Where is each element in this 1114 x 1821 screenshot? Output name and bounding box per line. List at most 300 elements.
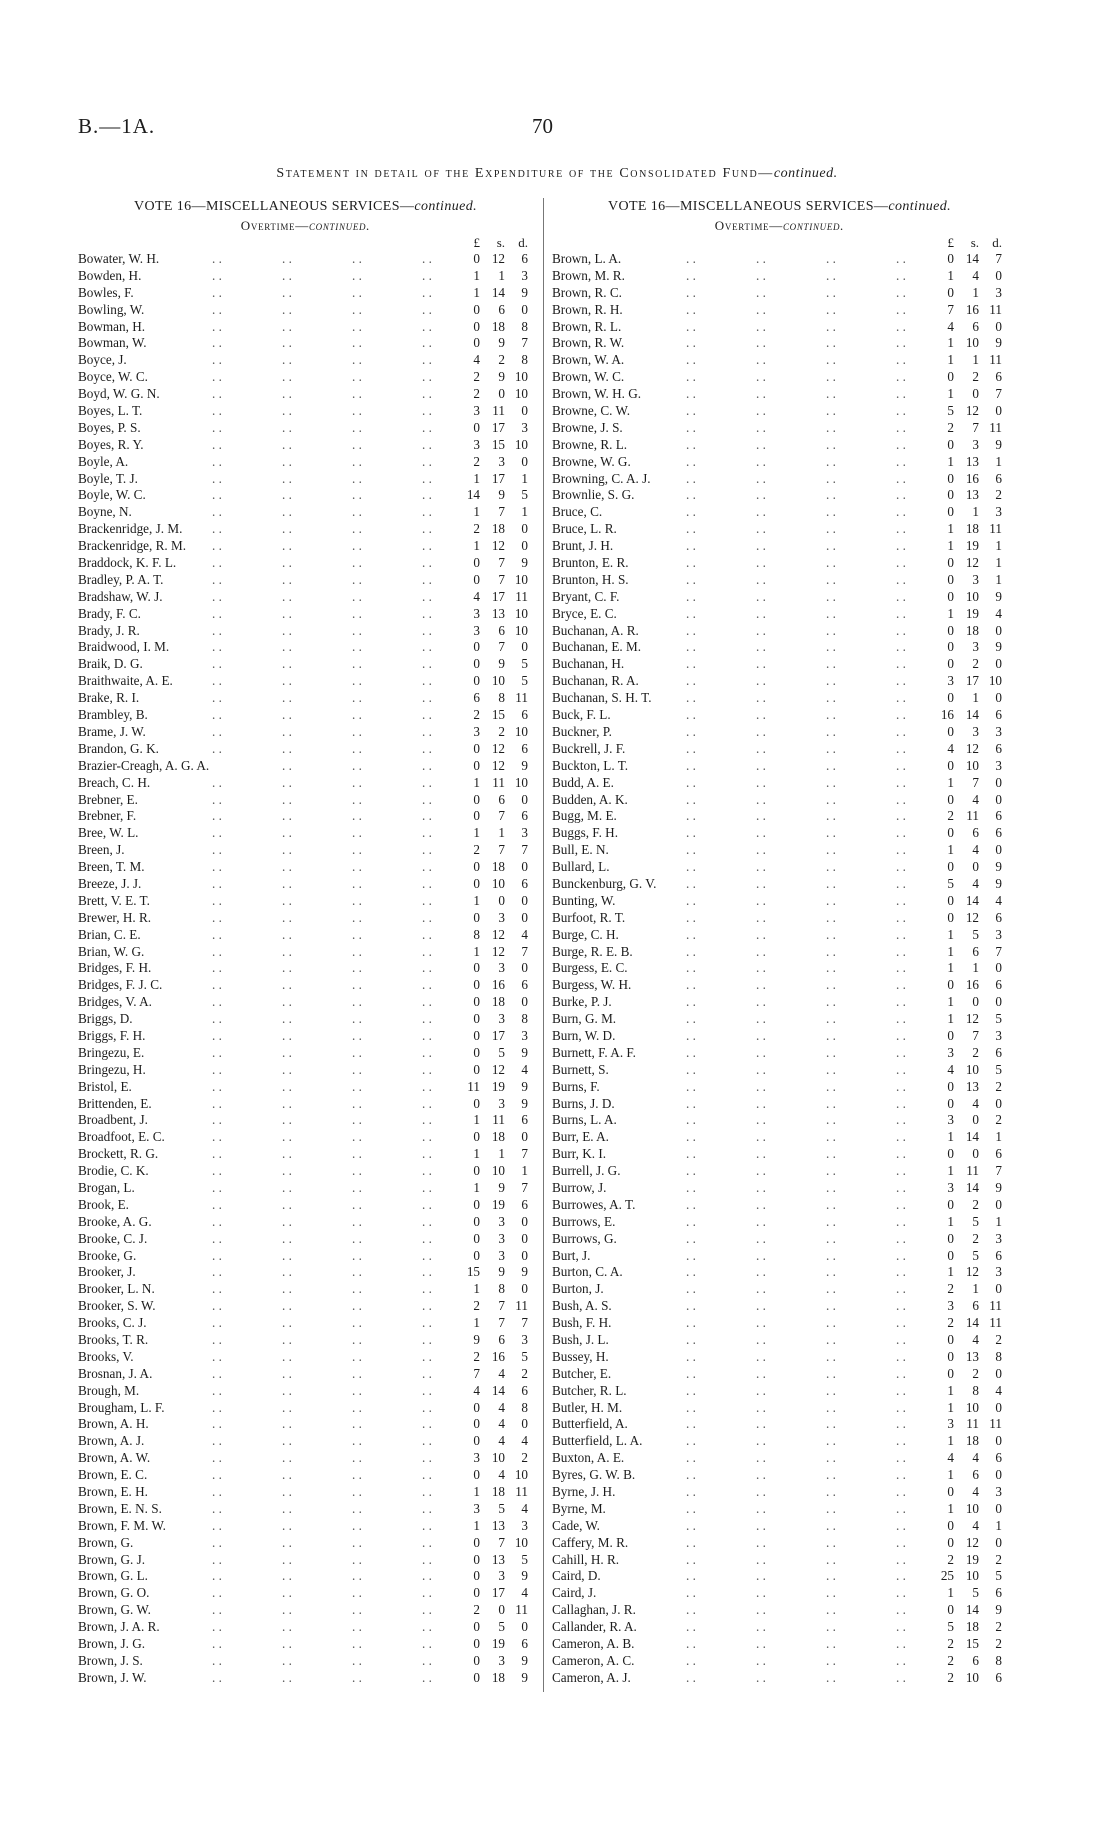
amount-pounds: 0 [473,571,480,587]
ledger-row: Boyce, J. . . . . . . . . 4 2 8 [78,352,528,368]
amount-pounds: 1 [947,1585,954,1601]
amount-shillings: 1 [972,504,979,520]
payee-name: Brown, E. H. [78,1484,148,1500]
payee-name: Buxton, A. E. [552,1450,625,1466]
amount-shillings: 1 [498,1146,505,1162]
amount-shillings: 6 [972,1652,979,1668]
amount-pence: 9 [995,335,1002,351]
amount-pence: 2 [995,1619,1002,1635]
ledger-row: Buxton, A. E. . . . . . . . . 4 4 6 [552,1450,1002,1466]
amount-pounds: 1 [947,1213,954,1229]
amount-pounds: 0 [473,1044,480,1060]
amount-pence: 6 [995,1450,1002,1466]
ledger-row: Bridges, V. A. . . . . . . . . 0 18 0 [78,994,528,1010]
ledger-row: Browning, C. A. J. . . . . . . . . 0 16 6 [552,470,1002,486]
amount-shillings: 16 [965,301,979,317]
payee-name: Bree, W. L. [78,825,139,841]
amount-pence: 9 [995,1179,1002,1195]
payee-name: Boyne, N. [78,504,132,520]
pence-heading: d. [992,235,1002,250]
amount-pounds: 1 [947,1163,954,1179]
amount-shillings: 7 [972,774,979,790]
ledger-row: Brownlie, S. G. . . . . . . . . 0 13 2 [552,487,1002,503]
amount-pence: 1 [995,571,1002,587]
amount-pence: 9 [521,284,528,300]
payee-name: Brown, R. L. [552,318,622,334]
amount-pounds: 2 [947,1315,954,1331]
payee-name: Brewer, H. R. [78,909,152,925]
amount-pounds: 0 [473,656,480,672]
amount-pence: 0 [521,1247,528,1263]
amount-pounds: 1 [473,1281,480,1297]
payee-name: Burns, F. [552,1078,600,1094]
amount-shillings: 0 [972,859,979,875]
amount-pounds: 7 [947,301,954,317]
ledger-row: Cahill, H. R. . . . . . . . . 2 19 2 [552,1551,1002,1567]
payee-name: Brown, G. [78,1534,134,1550]
payee-name: Brown, G. W. [78,1602,151,1618]
amount-pence: 11 [989,301,1002,317]
ledger-row: Browne, W. G. . . . . . . . . 1 13 1 [552,453,1002,469]
left-vote-heading [78,197,533,217]
amount-pounds: 1 [473,892,480,908]
ledger-row: Burns, F. . . . . . . . . 0 13 2 [552,1078,1002,1094]
ledger-row: Browne, J. S. . . . . . . . . 2 7 11 [552,419,1002,435]
ledger-row: Boyes, R. Y. . . . . . . . . 3 15 10 [78,436,528,452]
amount-shillings: 9 [498,1264,505,1280]
amount-shillings: 7 [498,555,505,571]
amount-pence: 9 [521,1264,528,1280]
payee-name: Bowman, H. [78,318,146,334]
page-reference: B.—1A. [78,114,156,138]
ledger-row: Brockett, R. G. . . . . . . . . 1 1 7 [78,1146,528,1162]
amount-pence: 0 [995,791,1002,807]
amount-pounds: 1 [947,386,954,402]
amount-pounds: 3 [473,1500,480,1516]
amount-shillings: 3 [498,1652,505,1668]
payee-name: Bradley, P. A. T. [78,571,164,587]
amount-shillings: 11 [492,1112,505,1128]
amount-pence: 0 [995,318,1002,334]
amount-pounds: 0 [473,1652,480,1668]
amount-shillings: 17 [491,1027,505,1043]
payee-name: Browne, C. W. [552,403,631,419]
amount-pounds: 1 [473,284,480,300]
amount-shillings: 19 [965,605,979,621]
amount-pence: 9 [995,436,1002,452]
ledger-row: Bugg, M. E. . . . . . . . . 2 11 6 [552,808,1002,824]
amount-pounds: 5 [947,403,954,419]
amount-shillings: 4 [498,1433,505,1449]
payee-name: Braithwaite, A. E. [78,673,173,689]
ledger-row: Braik, D. G. . . . . . . . . 0 9 5 [78,656,528,672]
amount-shillings: 6 [972,1467,979,1483]
payee-name: Buchanan, R. A. [552,673,639,689]
amount-pence: 4 [995,605,1002,621]
ledger-row: Braithwaite, A. E. . . . . . . . . 0 10 5 [78,673,528,689]
payee-name: Buchanan, A. R. [552,622,639,638]
amount-shillings: 14 [965,1315,979,1331]
amount-pounds: 3 [947,1179,954,1195]
amount-pounds: 1 [473,1146,480,1162]
amount-pounds: 1 [473,943,480,959]
amount-pence: 6 [521,1636,528,1652]
amount-pence: 0 [995,622,1002,638]
amount-pence: 8 [521,318,528,334]
payee-name: Burns, J. D. [552,1095,615,1111]
amount-shillings: 14 [965,1129,979,1145]
ledger-row: Byres, G. W. B. . . . . . . . . 1 6 0 [552,1467,1002,1483]
amount-pence: 6 [995,1247,1002,1263]
ledger-row: Brown, L. A. . . . . . . . . 0 14 7 [552,251,1002,266]
ledger-row: Bradshaw, W. J. . . . . . . . . 4 17 11 [78,588,528,604]
amount-pence: 3 [995,1230,1002,1246]
amount-shillings: 12 [491,926,505,942]
amount-shillings: 5 [972,1213,979,1229]
amount-pence: 9 [521,1669,528,1685]
ledger-row: Brooks, T. R. . . . . . . . . 9 6 3 [78,1332,528,1347]
amount-pounds: 0 [473,1551,480,1567]
payee-name: Brown, G. J. [78,1551,146,1567]
ledger-row: Brett, V. E. T. . . . . . . . . 1 0 0 [78,892,528,908]
amount-pence: 8 [521,352,528,368]
amount-pence: 10 [514,774,528,790]
amount-shillings: 7 [972,1027,979,1043]
ledger-row: Brown, G. O. . . . . . . . . 0 17 4 [78,1585,528,1601]
ledger-row: Burrow, J. . . . . . . . . 3 14 9 [552,1179,1002,1195]
amount-pounds: 0 [473,335,480,351]
payee-name: Buckton, L. T. [552,757,629,773]
amount-pounds: 4 [473,352,480,368]
amount-pounds: 0 [947,369,954,385]
amount-pounds: 3 [947,673,954,689]
ledger-row: Brady, F. C. . . . . . . . . 3 13 10 [78,605,528,621]
amount-pence: 0 [521,960,528,976]
payee-name: Bryant, C. F. [552,588,620,604]
amount-pounds: 0 [947,909,954,925]
amount-pence: 9 [521,1044,528,1060]
amount-pounds: 4 [947,740,954,756]
ledger-row: Caird, J. . . . . . . . . 1 5 6 [552,1585,1002,1601]
payee-name: Browne, J. S. [552,419,623,435]
amount-pounds: 5 [947,875,954,891]
amount-pence: 7 [521,943,528,959]
amount-shillings: 18 [491,859,505,875]
amount-pence: 0 [995,1196,1002,1212]
amount-shillings: 10 [491,1450,505,1466]
amount-pence: 9 [521,1078,528,1094]
amount-pounds: 0 [473,1163,480,1179]
amount-pounds: 3 [947,1416,954,1432]
amount-shillings: 1 [972,1281,979,1297]
amount-pounds: 4 [947,318,954,334]
amount-shillings: 2 [972,656,979,672]
ledger-row: Brown, F. M. W. . . . . . . . . 1 13 3 [78,1517,528,1533]
amount-pence: 0 [521,1281,528,1297]
payee-name: Bradshaw, W. J. [78,588,163,604]
ledger-row: Briggs, F. H. . . . . . . . . 0 17 3 [78,1027,528,1043]
amount-pence: 5 [521,487,528,503]
amount-shillings: 4 [972,791,979,807]
amount-shillings: 3 [972,436,979,452]
payee-name: Brown, J. A. R. [78,1619,160,1635]
amount-pence: 4 [521,926,528,942]
amount-shillings: 0 [498,892,505,908]
ledger-row: Bryce, E. C. . . . . . . . . 1 19 4 [552,605,1002,621]
payee-name: Brame, J. W. [78,723,146,739]
amount-pence: 0 [521,1129,528,1145]
amount-shillings: 8 [972,1382,979,1398]
payee-name: Butcher, E. [552,1365,612,1381]
payee-name: Cahill, H. R. [552,1551,620,1567]
ledger-row: Brown, E. H. . . . . . . . . 1 18 11 [78,1484,528,1500]
amount-pence: 6 [521,707,528,723]
amount-pence: 0 [521,909,528,925]
amount-pounds: 0 [947,622,954,638]
payee-name: Brown, G. O. [78,1585,150,1601]
ledger-row: Brown, R. H. . . . . . . . . 7 16 11 [552,301,1002,317]
payee-name: Butterfield, L. A. [552,1433,643,1449]
payee-name: Brian, W. G. [78,943,145,959]
amount-pence: 2 [995,487,1002,503]
amount-pence: 4 [995,1382,1002,1398]
payee-name: Brown, E. N. S. [78,1500,162,1516]
payee-name: Boyce, J. [78,352,127,368]
amount-pence: 2 [521,1365,528,1381]
amount-pence: 6 [995,707,1002,723]
ledger-row: Browne, R. L. . . . . . . . . 0 3 9 [552,436,1002,452]
amount-pence: 9 [995,859,1002,875]
amount-pounds: 0 [947,791,954,807]
amount-pence: 1 [521,504,528,520]
ledger-row: Burge, R. E. B. . . . . . . . . 1 6 7 [552,943,1002,959]
amount-pence: 1 [995,555,1002,571]
ledger-row: Bowater, W. H. . . . . . . . . 0 12 6 [78,251,528,266]
amount-shillings: 0 [498,386,505,402]
amount-pounds: 2 [947,1652,954,1668]
payee-name: Brown, G. L. [78,1568,148,1584]
amount-pence: 9 [995,588,1002,604]
amount-pounds: 1 [947,1500,954,1516]
ledger-row: Brown, M. R. . . . . . . . . 1 4 0 [552,267,1002,283]
ledger-row: Brown, R. W. . . . . . . . . 1 10 9 [552,335,1002,351]
amount-shillings: 5 [498,1044,505,1060]
payee-name: Briggs, F. H. [78,1027,146,1043]
payee-name: Brown, F. M. W. [78,1517,166,1533]
amount-pence: 7 [521,1146,528,1162]
payee-name: Brown, M. R. [552,267,625,283]
amount-pounds: 1 [947,605,954,621]
amount-pence: 6 [521,808,528,824]
amount-pounds: 6 [473,690,480,706]
ledger-row: Burgess, E. C. . . . . . . . . 1 1 0 [552,960,1002,976]
amount-shillings: 18 [965,1619,979,1635]
amount-shillings: 0 [498,1602,505,1618]
amount-pounds: 3 [473,436,480,452]
amount-shillings: 13 [491,1517,505,1533]
amount-shillings: 18 [491,1484,505,1500]
amount-shillings: 7 [498,1298,505,1314]
payee-name: Browning, C. A. J. [552,470,651,486]
left-column [78,197,533,1687]
amount-pounds: 0 [947,1095,954,1111]
ledger-row: Bunting, W. . . . . . . . . 0 14 4 [552,892,1002,908]
amount-pounds: 2 [947,808,954,824]
payee-name: Brooker, L. N. [78,1281,155,1297]
amount-shillings: 11 [966,808,979,824]
amount-pence: 0 [995,1095,1002,1111]
payee-name: Butcher, R. L. [552,1382,627,1398]
ledger-row: Bull, E. N. . . . . . . . . 1 4 0 [552,842,1002,858]
payee-name: Briggs, D. [78,1011,133,1027]
ledger-row: Buckner, P. . . . . . . . . 0 3 3 [552,723,1002,739]
amount-pounds: 8 [473,926,480,942]
amount-pounds: 0 [473,1568,480,1584]
amount-shillings: 14 [491,284,505,300]
amount-pounds: 3 [473,723,480,739]
amount-shillings: 1 [972,352,979,368]
ledger-row: Brown, A. J. . . . . . . . . 0 4 4 [78,1433,528,1449]
amount-pounds: 0 [473,1433,480,1449]
amount-pounds: 1 [947,1382,954,1398]
payee-name: Brunton, H. S. [552,571,629,587]
ledger-row: Brazier-Creagh, A. G. A. . . . . . . 0 12 9 [78,757,528,773]
amount-pence: 0 [995,1467,1002,1483]
amount-pounds: 1 [947,943,954,959]
amount-pence: 7 [995,943,1002,959]
amount-pence: 0 [995,1365,1002,1381]
payee-name: Bristol, E. [78,1078,132,1094]
amount-shillings: 13 [965,453,979,469]
amount-shillings: 17 [491,588,505,604]
amount-pence: 0 [995,656,1002,672]
amount-shillings: 0 [972,1146,979,1162]
amount-pence: 2 [521,1450,528,1466]
amount-pounds: 1 [947,842,954,858]
ledger-row: Buchanan, E. M. . . . . . . . . 0 3 9 [552,639,1002,655]
amount-pounds: 2 [473,1348,480,1364]
amount-pounds: 4 [947,1450,954,1466]
amount-pounds: 0 [947,436,954,452]
amount-pounds: 0 [473,1027,480,1043]
ledger-row: Bruce, L. R. . . . . . . . . 1 18 11 [552,521,1002,537]
amount-pence: 0 [995,1399,1002,1415]
amount-pounds: 2 [947,1281,954,1297]
payee-name: Bridges, F. J. C. [78,977,163,993]
payee-name: Burgess, W. H. [552,977,632,993]
ledger-row: Budd, A. E. . . . . . . . . 1 7 0 [552,774,1002,790]
payee-name: Bryce, E. C. [552,605,617,621]
amount-pounds: 1 [947,1011,954,1027]
amount-pounds: 0 [947,487,954,503]
amount-shillings: 14 [965,1179,979,1195]
payee-name: Burrell, J. G. [552,1163,621,1179]
column-divider [543,198,544,1692]
payee-name: Burr, E. A. [552,1129,609,1145]
amount-pounds: 2 [947,1551,954,1567]
amount-pounds: 3 [473,622,480,638]
amount-shillings: 4 [972,267,979,283]
ledger-row: Butler, H. M. . . . . . . . . 1 10 0 [552,1399,1002,1415]
ledger-row: Brown, R. C. . . . . . . . . 0 1 3 [552,284,1002,300]
amount-pounds: 1 [473,267,480,283]
ledger-row: Boyle, A. . . . . . . . . 2 3 0 [78,453,528,469]
amount-shillings: 9 [498,335,505,351]
amount-pence: 1 [995,1517,1002,1533]
amount-pounds: 0 [947,639,954,655]
amount-pounds: 1 [947,453,954,469]
left-entries-list [78,251,533,1687]
ledger-row: Butterfield, A. . . . . . . . . 3 11 11 [552,1416,1002,1432]
amount-pence: 0 [521,1213,528,1229]
amount-pence: 11 [515,1484,528,1500]
amount-shillings: 6 [498,1332,505,1347]
payee-name: Brackenridge, R. M. [78,538,187,554]
amount-shillings: 3 [498,453,505,469]
payee-name: Boyce, W. C. [78,369,148,385]
amount-pence: 10 [514,1467,528,1483]
amount-pence: 0 [995,267,1002,283]
amount-pounds: 0 [473,1669,480,1685]
payee-name: Braidwood, I. M. [78,639,170,655]
payee-name: Bush, F. H. [552,1315,612,1331]
payee-name: Cameron, A. C. [552,1652,635,1668]
amount-pence: 1 [995,538,1002,554]
amount-pounds: 0 [947,555,954,571]
amount-shillings: 8 [498,690,505,706]
amount-pounds: 3 [947,1044,954,1060]
amount-shillings: 3 [498,1011,505,1027]
amount-pounds: 0 [473,1619,480,1635]
amount-pounds: 3 [473,605,480,621]
ledger-row: Brewer, H. R. . . . . . . . . 0 3 0 [78,909,528,925]
amount-pounds: 0 [947,1517,954,1533]
amount-pence: 6 [995,825,1002,841]
amount-shillings: 12 [491,538,505,554]
amount-shillings: 10 [491,1163,505,1179]
amount-pounds: 0 [947,571,954,587]
ledger-row: Burke, P. J. . . . . . . . . 1 0 0 [552,994,1002,1010]
amount-pence: 5 [995,1568,1002,1584]
ledger-row: Brackenridge, J. M. . . . . . . . . 2 18 0 [78,521,528,537]
ledger-row: Brodie, C. K. . . . . . . . . 0 10 1 [78,1163,528,1179]
amount-pounds: 2 [947,1669,954,1685]
amount-pounds: 0 [947,1230,954,1246]
amount-pounds: 0 [947,977,954,993]
ledger-row: Brunt, J. H. . . . . . . . . 1 19 1 [552,538,1002,554]
amount-pounds: 0 [473,639,480,655]
amount-shillings: 10 [965,1399,979,1415]
amount-pence: 7 [995,251,1002,266]
amount-pounds: 0 [473,1399,480,1415]
payee-name: Brebner, E. [78,791,138,807]
payee-name: Brown, A. J. [78,1433,145,1449]
amount-pounds: 0 [473,757,480,773]
ledger-row: Brough, M. . . . . . . . . 4 14 6 [78,1382,528,1398]
payee-name: Caird, D. [552,1568,601,1584]
ledger-row: Bridges, F. H. . . . . . . . . 0 3 0 [78,960,528,976]
amount-pounds: 1 [947,926,954,942]
amount-pounds: 0 [947,284,954,300]
amount-pounds: 2 [473,1602,480,1618]
ledger-row: Byrne, J. H. . . . . . . . . 0 4 3 [552,1484,1002,1500]
amount-pence: 8 [995,1652,1002,1668]
payee-name: Brougham, L. F. [78,1399,165,1415]
ledger-row: Brown, W. A. . . . . . . . . 1 1 11 [552,352,1002,368]
ledger-row: Bowden, H. . . . . . . . . 1 1 3 [78,267,528,283]
amount-pence: 0 [521,301,528,317]
amount-shillings: 3 [498,909,505,925]
